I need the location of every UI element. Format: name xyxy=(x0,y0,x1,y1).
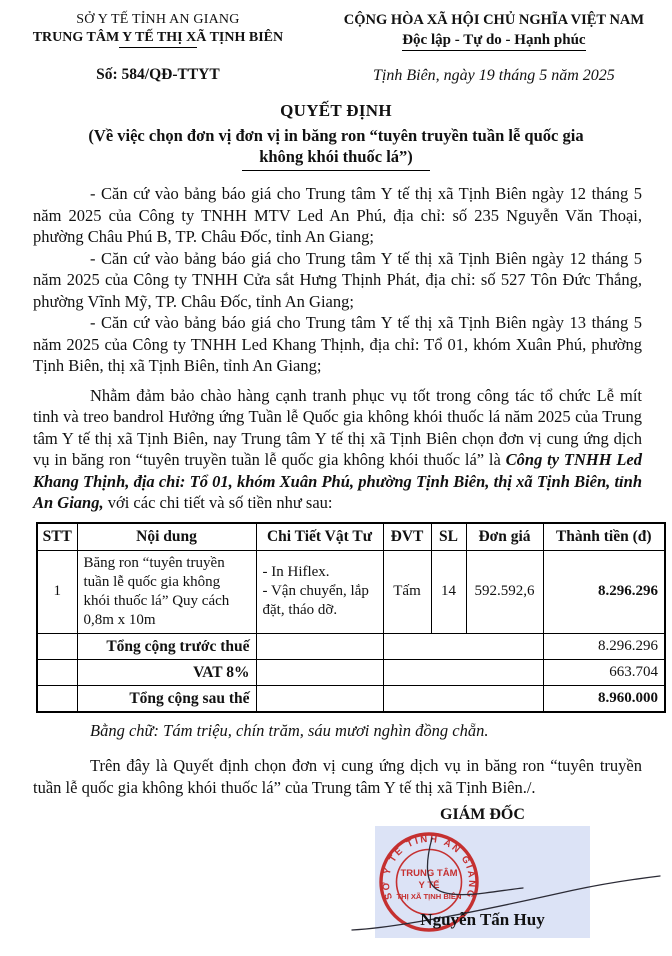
col-header-thanh-tien: Thành tiền (đ) xyxy=(543,523,665,551)
chi-tiet-line-1: - In Hiflex. xyxy=(262,564,330,580)
cell-don-gia: 592.592,6 xyxy=(466,550,543,633)
cell-stt: 1 xyxy=(37,550,77,633)
selected-company: Công ty TNHH Led Khang Thịnh, địa chỉ: Tổ 01, khóm Xuân Phú, phường Tịnh Biên, thị xã Tịnh Biên, tỉnh An Giang, xyxy=(33,450,642,512)
total-label: Tổng cộng sau thế xyxy=(77,685,256,712)
vat-row xyxy=(37,659,665,685)
stamp-org-line-1: TRUNG TÂM xyxy=(400,868,458,879)
basis-paragraph-2: - Căn cứ vào bảng báo giá cho Trung tâm Y tế thị xã Tịnh Biên ngày 12 tháng 5 năm 2025 của Công ty TNHH Cửa sắt Hưng Thịnh Phát, địa chỉ: số 527 Tôn Đức Thắng, phường Vĩnh Mỹ, TP. Châu Đốc, tỉnh An Giang; xyxy=(33,248,642,311)
col-header-chi-tiet: Chi Tiết Vật Tư xyxy=(256,523,383,551)
table-row xyxy=(37,550,665,633)
subtotal-row xyxy=(37,633,665,659)
empty-cell xyxy=(37,659,77,685)
document-number: Số: 584/QĐ-TTYT xyxy=(96,66,220,83)
empty-cell xyxy=(256,659,383,685)
decision-text-1: Nhằm đảm bảo chào hàng cạnh tranh phục vụ tốt trong công tác tổ chức Lễ mít tinh và treo bandrol Hưởng ứng Tuần lễ Quốc gia không khói thuốc lá năm 2025 của Trung tâm Y tế thị xã Tịnh Biên, nay Trung tâm Y tế thị xã Tịnh Biên chọn đơn vị cung ứng dịch vụ in băng ron “tuyên truyền tuần lễ quốc gia không khói thuốc lá” là xyxy=(33,385,642,469)
cell-chi-tiet xyxy=(256,550,383,633)
col-header-sl: SL xyxy=(431,523,466,551)
quotation-table xyxy=(36,522,666,713)
empty-cell xyxy=(383,633,543,659)
closing-paragraph: Trên đây là Quyết định chọn đơn vị cung ứng dịch vụ in băng ron “tuyên truyền tuần lễ quốc gia không khói thuốc lá” của Trung tâm Y tế thị xã Tịnh Biên./. xyxy=(33,756,642,797)
decision-text-2: với các chi tiết và số tiền như sau: xyxy=(103,493,333,512)
stamp-org-line-3: THỊ XÃ TỊNH BIÊN xyxy=(396,892,462,901)
stamp-org-line-2: Y TẾ xyxy=(418,880,440,891)
place-and-date: Tịnh Biên, ngày 19 tháng 5 năm 2025 xyxy=(373,67,615,84)
document-header xyxy=(0,0,672,85)
col-header-don-gia: Đơn giá xyxy=(466,523,543,551)
chi-tiet-line-2: - Vận chuyển, lắp đặt, tháo dỡ. xyxy=(262,583,369,618)
document-subject xyxy=(0,125,672,167)
parent-org-name: SỞ Y TẾ TỈNH AN GIANG xyxy=(76,12,240,27)
cell-noi-dung: Băng ron “tuyên truyền tuần lễ quốc gia không khói thuốc lá” Quy cách 0,8m x 10m xyxy=(77,550,256,633)
decision-paragraph xyxy=(33,385,642,514)
subtotal-label: Tổng cộng trước thuế xyxy=(77,633,256,659)
vat-label: VAT 8% xyxy=(77,659,256,685)
issuing-org-block xyxy=(0,12,316,85)
empty-cell xyxy=(37,685,77,712)
national-motto xyxy=(316,32,672,51)
org-name-underline xyxy=(119,47,197,48)
col-header-dvt: ĐVT xyxy=(383,523,431,551)
org-name: TRUNG TÂM Y TẾ THỊ XÃ TỊNH BIÊN xyxy=(32,30,284,45)
basis-paragraph-3: - Căn cứ vào bảng báo giá cho Trung tâm Y tế thị xã Tịnh Biên ngày 13 tháng 5 năm 2025 của Công ty TNHH Led Khang Thịnh, địa chỉ: Tổ 01, khóm Xuân Phú, phường Tịnh Biên, thị xã Tịnh Biên, tỉnh An Giang; xyxy=(33,313,642,375)
vat-value: 663.704 xyxy=(543,659,665,685)
subject-line-1: (Về việc chọn đơn vị đơn vị in băng ron “tuyên truyền tuần lễ quốc gia xyxy=(88,126,584,145)
col-header-noi-dung: Nội dung xyxy=(77,523,256,551)
cell-dvt: Tấm xyxy=(383,550,431,633)
subject-line-2: không khói thuốc lá”) xyxy=(259,147,413,166)
national-title: CỘNG HÒA XÃ HỘI CHỦ NGHĨA VIỆT NAM xyxy=(343,12,645,28)
cell-sl: 14 xyxy=(431,550,466,633)
signer-title: GIÁM ĐỐC xyxy=(440,806,525,823)
total-row xyxy=(37,685,665,712)
empty-cell xyxy=(383,659,543,685)
document-title: QUYẾT ĐỊNH xyxy=(280,101,392,120)
empty-cell xyxy=(256,633,383,659)
national-motto-text: Độc lập - Tự do - Hạnh phúc xyxy=(402,32,585,51)
cell-thanh-tien: 8.296.296 xyxy=(543,550,665,633)
handwritten-signature-icon xyxy=(335,833,672,956)
total-value: 8.960.000 xyxy=(543,685,665,712)
empty-cell xyxy=(256,685,383,712)
empty-cell xyxy=(383,685,543,712)
signature-block xyxy=(0,806,672,956)
subtotal-value: 8.296.296 xyxy=(543,633,665,659)
signer-name: Nguyễn Tấn Huy xyxy=(420,910,545,929)
stamp-ring-text: SỞ Y TẾ TỈNH AN GIANG xyxy=(380,833,478,901)
title-underline xyxy=(242,170,430,171)
national-header-block xyxy=(316,12,672,85)
table-header-row xyxy=(37,523,665,551)
col-header-stt: STT xyxy=(37,523,77,551)
basis-paragraph-1: - Căn cứ vào bảng báo giá cho Trung tâm Y tế thị xã Tịnh Biên ngày 12 tháng 5 năm 2025 của Công ty TNHH MTV Led An Phú, địa chỉ: số 235 Nguyễn Văn Thoại, phường Châu Phú B, TP. Châu Đốc, tỉnh An Giang; xyxy=(33,184,642,246)
title-block xyxy=(0,101,672,171)
empty-cell xyxy=(37,633,77,659)
amount-in-words: Bằng chữ: Tám triệu, chín trăm, sáu mươi nghìn đồng chẵn. xyxy=(90,720,489,740)
